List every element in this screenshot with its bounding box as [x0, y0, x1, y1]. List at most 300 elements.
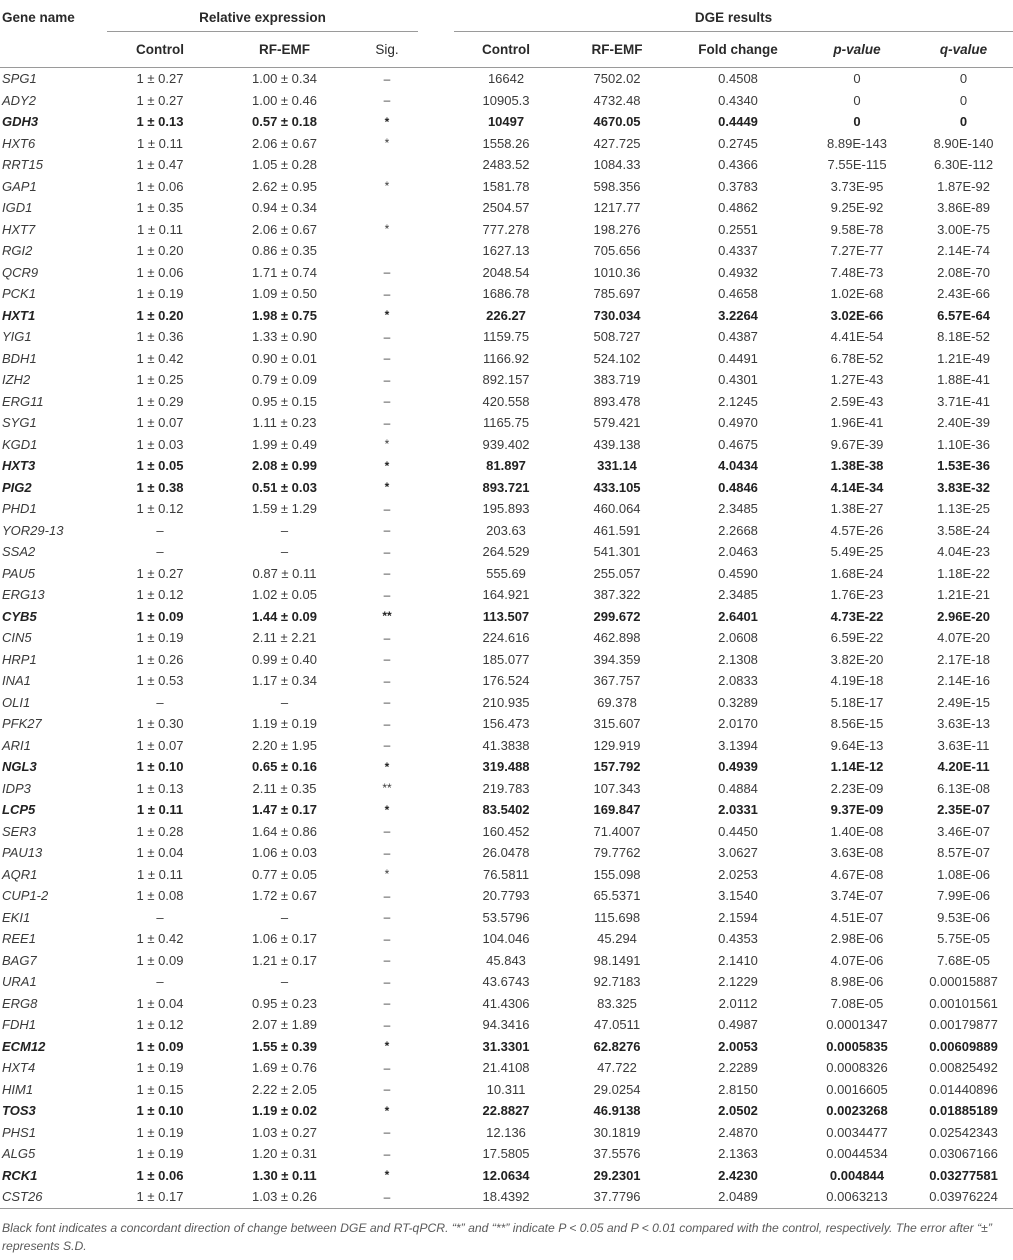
rel-rfemf-cell: 1.06 ± 0.17 — [252, 931, 317, 947]
gene-name-cell: PHS1 — [2, 1124, 36, 1140]
rel-control-cell: 1 ± 0.19 — [136, 1124, 184, 1140]
rel-control-cell: – — [156, 522, 164, 538]
rel-control-cell: 1 ± 0.47 — [136, 157, 184, 173]
p-value-cell: 9.67E-39 — [830, 436, 884, 452]
fold-change-cell: 4.0434 — [718, 458, 758, 474]
table-row — [0, 197, 1013, 219]
table-row — [0, 713, 1013, 735]
spacer — [418, 133, 454, 155]
q-value-cell: 0 — [959, 92, 968, 108]
spacer — [418, 1057, 454, 1079]
p-value-cell: 1.96E-41 — [830, 415, 884, 431]
rel-rfemf-cell: – — [280, 694, 289, 710]
dge-rfemf-cell: 47.722 — [597, 1060, 637, 1076]
spacer — [418, 283, 454, 305]
spacer — [418, 111, 454, 133]
fold-change-cell: 2.0833 — [718, 673, 758, 689]
fold-change-cell: 2.0053 — [718, 1038, 758, 1054]
sig-cell: – — [383, 953, 391, 968]
p-value-cell: 7.55E-115 — [827, 157, 887, 173]
spacer — [418, 1165, 454, 1187]
dge-rfemf-cell: 255.057 — [593, 565, 641, 581]
p-value-cell: 9.64E-13 — [830, 737, 884, 753]
p-value-cell: 6.59E-22 — [830, 630, 884, 646]
dge-rfemf-cell: 598.356 — [593, 178, 641, 194]
rel-control-cell: 1 ± 0.09 — [136, 608, 184, 624]
sig-cell: – — [383, 888, 391, 903]
dge-rfemf-cell: 705.656 — [593, 243, 641, 259]
p-value-cell: 0.0001347 — [826, 1017, 888, 1033]
fold-change-cell: 2.1594 — [718, 909, 758, 925]
table-row — [0, 778, 1013, 800]
fold-change-cell: 2.2668 — [718, 522, 758, 538]
fold-change-cell: 0.4932 — [718, 264, 758, 280]
rel-rfemf-cell: 1.20 ± 0.31 — [252, 1146, 317, 1162]
p-value-cell: 6.78E-52 — [830, 350, 884, 366]
spacer — [418, 692, 454, 714]
fold-change-cell: 0.4387 — [718, 329, 758, 345]
sig-cell: * — [384, 222, 390, 237]
dge-control-cell: 43.6743 — [482, 974, 530, 990]
rel-rfemf-cell: 0.95 ± 0.23 — [252, 995, 317, 1011]
p-value-cell: 7.08E-05 — [830, 995, 884, 1011]
dge-rfemf-cell: 579.421 — [593, 415, 641, 431]
gene-name-cell: HXT4 — [2, 1060, 36, 1076]
rel-control-cell: 1 ± 0.27 — [136, 565, 184, 581]
dge-control-cell: 16642 — [487, 71, 525, 87]
dge-rfemf-cell: 4670.05 — [593, 114, 641, 130]
q-value-cell: 6.57E-64 — [937, 307, 990, 323]
gene-name-cell: YOR29-13 — [2, 522, 64, 538]
rel-rfemf-cell: 1.33 ± 0.90 — [252, 329, 317, 345]
q-value-cell: 2.14E-74 — [937, 243, 990, 259]
table-row — [0, 1186, 1013, 1208]
rel-rfemf-cell: 1.21 ± 0.17 — [252, 952, 317, 968]
table-row — [0, 971, 1013, 993]
rel-rfemf-cell: 1.17 ± 0.34 — [252, 673, 317, 689]
q-value-cell: 2.14E-16 — [937, 673, 990, 689]
gene-name-cell: NGL3 — [2, 759, 37, 775]
q-value-cell: 1.21E-21 — [937, 587, 990, 603]
table-row — [0, 1122, 1013, 1144]
dge-control-cell: 83.5402 — [482, 802, 530, 818]
q-value-cell: 3.00E-75 — [937, 221, 990, 237]
group-dge-results: DGE results — [454, 4, 1013, 32]
sig-cell — [356, 197, 418, 219]
spacer — [418, 1014, 454, 1036]
rel-rfemf-cell: 1.64 ± 0.86 — [252, 823, 317, 839]
p-value-cell: 0 — [853, 114, 861, 130]
dge-rfemf-cell: 107.343 — [593, 780, 641, 796]
gene-name-cell: QCR9 — [2, 264, 39, 280]
fold-change-cell: 0.2745 — [718, 135, 758, 151]
dge-control-cell: 10905.3 — [482, 92, 530, 108]
rel-rfemf-cell: 2.06 ± 0.67 — [252, 221, 317, 237]
p-value-cell: 5.49E-25 — [830, 544, 884, 560]
rel-control-cell: 1 ± 0.26 — [136, 651, 184, 667]
fold-change-cell: 0.4450 — [718, 823, 758, 839]
table-row — [0, 283, 1013, 305]
q-value-cell: 0 — [959, 114, 968, 130]
rel-control-cell: 1 ± 0.04 — [136, 845, 184, 861]
fold-change-cell: 2.0463 — [718, 544, 758, 560]
rel-rfemf-cell: 0.65 ± 0.16 — [252, 759, 317, 775]
dge-rfemf-cell: 4732.48 — [593, 92, 641, 108]
spacer — [418, 670, 454, 692]
dge-control-cell: 1166.92 — [483, 350, 530, 366]
q-value-cell: 0.01885189 — [929, 1103, 998, 1119]
dge-rfemf-cell: 439.138 — [593, 436, 641, 452]
dge-control-cell: 219.783 — [482, 780, 530, 796]
sig-cell: – — [383, 265, 391, 280]
spacer — [418, 993, 454, 1015]
rel-rfemf-cell: – — [280, 522, 289, 538]
sig-cell: * — [384, 1103, 390, 1118]
sig-cell: * — [384, 179, 390, 194]
header-row-1 — [0, 4, 1013, 32]
table-row — [0, 584, 1013, 606]
p-value-cell: 4.41E-54 — [830, 329, 884, 345]
rel-control-cell: 1 ± 0.05 — [136, 458, 184, 474]
sig-cell: * — [384, 114, 390, 129]
gene-name-cell: CST26 — [0, 1186, 107, 1208]
sig-cell: – — [383, 372, 391, 387]
spacer — [418, 756, 454, 778]
gene-name-cell: PIG2 — [2, 479, 32, 495]
dge-rfemf-cell: 45.294 — [597, 931, 637, 947]
dge-rfemf-cell: 62.8276 — [593, 1038, 641, 1054]
rel-control-cell: 1 ± 0.19 — [136, 286, 184, 302]
fold-change-cell: 0.4353 — [718, 931, 758, 947]
dge-control-cell: 12.136 — [486, 1124, 526, 1140]
fold-change-cell: 2.8150 — [718, 1081, 758, 1097]
p-value-cell: 3.82E-20 — [830, 651, 884, 667]
fold-change-cell: 0.4970 — [718, 415, 758, 431]
sig-cell: * — [384, 308, 390, 323]
dge-rfemf-cell: 427.725 — [593, 135, 641, 151]
q-value-cell: 0.00609889 — [929, 1038, 998, 1054]
dge-control-cell: 176.524 — [482, 673, 530, 689]
rel-rfemf-cell: 1.02 ± 0.05 — [252, 587, 317, 603]
sig-cell: – — [383, 286, 391, 301]
dge-control-cell: 2048.54 — [482, 264, 530, 280]
gene-name-cell: PFK27 — [2, 716, 42, 732]
q-value-cell: 0 — [959, 71, 968, 87]
rel-control-cell: 1 ± 0.06 — [136, 264, 184, 280]
q-value-cell: 0.03277581 — [929, 1167, 998, 1183]
table-row — [0, 240, 1013, 262]
dge-rfemf-cell: 1217.77 — [593, 200, 641, 216]
table-row — [0, 455, 1013, 477]
p-value-cell: 4.51E-07 — [830, 909, 884, 925]
spacer — [418, 971, 454, 993]
gene-name-cell: ERG11 — [2, 393, 44, 409]
gene-name-cell: HXT7 — [2, 221, 36, 237]
dge-control-cell: 18.4392 — [454, 1186, 558, 1208]
gene-name-cell: REE1 — [2, 931, 36, 947]
fold-change-cell: 0.4987 — [718, 1017, 758, 1033]
spacer — [418, 477, 454, 499]
table-row — [0, 1079, 1013, 1101]
rel-rfemf-cell: 2.22 ± 2.05 — [252, 1081, 317, 1097]
rel-control-cell: 1 ± 0.09 — [136, 952, 184, 968]
dge-rfemf-cell: 129.919 — [593, 737, 641, 753]
rel-control-cell: 1 ± 0.53 — [136, 673, 184, 689]
rel-control-cell: 1 ± 0.17 — [107, 1186, 213, 1208]
spacer — [418, 4, 454, 32]
sig-cell: – — [383, 630, 391, 645]
dge-rfemf-cell: 98.1491 — [593, 952, 641, 968]
rel-rfemf-cell: 1.05 ± 0.28 — [252, 157, 317, 173]
p-value-cell: 0.0005835 — [826, 1038, 888, 1054]
gene-name-cell: HXT6 — [2, 135, 36, 151]
dge-rfemf-cell: 30.1819 — [593, 1124, 641, 1140]
dge-rfemf-cell: 893.478 — [593, 393, 641, 409]
table-row — [0, 756, 1013, 778]
sig-cell: – — [383, 1060, 391, 1075]
spacer — [418, 563, 454, 585]
dge-rfemf-cell: 198.276 — [593, 221, 641, 237]
col-gene-name: Gene name — [2, 10, 75, 26]
rel-control-cell: 1 ± 0.07 — [136, 737, 184, 753]
rel-rfemf-cell: 0.51 ± 0.03 — [252, 479, 317, 495]
p-value-cell: 3.63E-08 — [830, 845, 884, 861]
q-value-cell: 1.88E-41 — [937, 372, 990, 388]
gene-name-cell: PCK1 — [2, 286, 36, 302]
sig-cell: – — [383, 716, 391, 731]
sig-cell: – — [356, 1186, 418, 1208]
table-row — [0, 498, 1013, 520]
gene-name-cell: SSA2 — [2, 544, 36, 560]
rel-rfemf-cell: 1.00 ± 0.34 — [252, 71, 317, 87]
rel-control-cell: – — [156, 974, 164, 990]
p-value-cell: 1.14E-12 — [830, 759, 884, 775]
gene-name-cell: LCP5 — [2, 802, 36, 818]
rel-control-cell: – — [156, 909, 164, 925]
rel-rfemf-cell: 1.98 ± 0.75 — [252, 307, 317, 323]
spacer — [418, 326, 454, 348]
p-value-cell: 2.98E-06 — [830, 931, 884, 947]
rel-control-cell: 1 ± 0.25 — [136, 372, 184, 388]
rel-control-cell: 1 ± 0.38 — [136, 479, 184, 495]
spacer — [418, 219, 454, 241]
spacer — [418, 885, 454, 907]
rel-rfemf-cell: 1.71 ± 0.74 — [252, 264, 317, 280]
q-value-cell: 9.53E-06 — [937, 909, 990, 925]
rel-control-cell: 1 ± 0.13 — [136, 780, 184, 796]
fold-change-cell: 0.4301 — [718, 372, 758, 388]
spacer — [418, 240, 454, 262]
rel-rfemf-cell: 2.11 ± 0.35 — [252, 780, 317, 796]
table-row — [0, 692, 1013, 714]
fold-change-cell: 0.4491 — [718, 350, 758, 366]
sig-cell: * — [384, 458, 390, 473]
dge-control-cell: 2504.57 — [482, 200, 530, 216]
spacer — [418, 584, 454, 606]
dge-control-cell: 939.402 — [482, 436, 530, 452]
dge-control-cell: 20.7793 — [482, 888, 530, 904]
table-row — [0, 735, 1013, 757]
rel-control-cell: 1 ± 0.30 — [136, 716, 184, 732]
q-value-cell: 1.87E-92 — [937, 178, 990, 194]
rel-control-cell: 1 ± 0.42 — [136, 931, 184, 947]
dge-rfemf-cell: 29.2301 — [593, 1167, 641, 1183]
spacer — [418, 412, 454, 434]
dge-rfemf-cell: 46.9138 — [593, 1103, 641, 1119]
dge-control-cell: 10497 — [487, 114, 525, 130]
dge-control-cell: 185.077 — [482, 651, 530, 667]
q-value-cell: 4.20E-11 — [937, 759, 990, 775]
dge-rfemf-cell: 433.105 — [593, 479, 641, 495]
rel-control-cell: – — [156, 694, 164, 710]
q-value-cell: 0.01440896 — [929, 1081, 998, 1097]
dge-rfemf-cell: 462.898 — [593, 630, 641, 646]
dge-control-cell: 160.452 — [482, 823, 530, 839]
p-value-cell: 3.02E-66 — [830, 307, 884, 323]
fold-change-cell: 2.3485 — [718, 501, 758, 517]
table-row — [0, 907, 1013, 929]
dge-control-cell: 226.27 — [486, 307, 526, 323]
dge-rfemf-cell: 1084.33 — [593, 157, 641, 173]
gene-name-cell: CYB5 — [2, 608, 37, 624]
dge-rfemf-cell: 29.0254 — [593, 1081, 641, 1097]
rel-rfemf-cell: 1.00 ± 0.46 — [252, 92, 317, 108]
p-value-cell: 7.27E-77 — [830, 243, 884, 259]
p-value-cell: 4.19E-18 — [830, 673, 884, 689]
col-rel-rfemf: RF-EMF — [213, 32, 356, 68]
gene-name-cell: SYG1 — [2, 415, 37, 431]
fold-change-cell: 0.2551 — [718, 221, 758, 237]
spacer — [418, 197, 454, 219]
p-value-cell: 1.02E-68 — [830, 286, 884, 302]
p-value-cell: 0.004844 — [829, 1167, 885, 1183]
fold-change-cell: 2.4230 — [718, 1167, 758, 1183]
fold-change-cell: 2.6401 — [718, 608, 758, 624]
dge-rfemf-cell: 37.5576 — [593, 1146, 641, 1162]
table-row — [0, 1057, 1013, 1079]
rel-rfemf-cell: 1.09 ± 0.50 — [252, 286, 317, 302]
sig-cell: – — [383, 824, 391, 839]
rel-rfemf-cell: 0.57 ± 0.18 — [252, 114, 317, 130]
header-row-2 — [0, 32, 1013, 68]
spacer — [418, 821, 454, 843]
dge-control-cell: 420.558 — [482, 393, 530, 409]
gene-name-cell: KGD1 — [2, 436, 38, 452]
fold-change-cell: 2.0608 — [718, 630, 758, 646]
sig-cell: – — [383, 93, 391, 108]
dge-control-cell: 94.3416 — [482, 1017, 530, 1033]
rel-rfemf-cell: 1.69 ± 0.76 — [252, 1060, 317, 1076]
dge-control-cell: 1627.13 — [482, 243, 530, 259]
q-value-cell: 1.18E-22 — [937, 565, 990, 581]
sig-cell: – — [383, 931, 391, 946]
table-row — [0, 520, 1013, 542]
sig-cell: – — [383, 652, 391, 667]
table-row — [0, 1036, 1013, 1058]
table-row — [0, 90, 1013, 112]
dge-control-cell: 41.3838 — [482, 737, 530, 753]
sig-cell: – — [383, 501, 391, 516]
table-row — [0, 864, 1013, 886]
rel-control-cell: 1 ± 0.27 — [136, 92, 184, 108]
dge-control-cell: 81.897 — [486, 458, 526, 474]
table-row — [0, 176, 1013, 198]
rel-control-cell: 1 ± 0.19 — [136, 1146, 184, 1162]
group-relative-expression: Relative expression — [107, 4, 418, 32]
dge-control-cell: 26.0478 — [482, 845, 530, 861]
dge-rfemf-cell: 461.591 — [593, 522, 641, 538]
p-value-cell: 3.73E-95 — [830, 178, 884, 194]
gene-name-cell: YIG1 — [2, 329, 32, 345]
sig-cell: – — [383, 738, 391, 753]
rel-rfemf-cell: 1.19 ± 0.19 — [252, 716, 317, 732]
rel-rfemf-cell: 0.77 ± 0.05 — [252, 866, 317, 882]
spacer — [418, 950, 454, 972]
dge-control-cell: 224.616 — [482, 630, 530, 646]
fold-change-cell: 0.4590 — [718, 565, 758, 581]
dge-control-cell: 45.843 — [486, 952, 526, 968]
rel-control-cell: 1 ± 0.04 — [136, 995, 184, 1011]
fold-change-cell: 0.4449 — [718, 114, 758, 130]
spacer — [418, 606, 454, 628]
dge-control-cell: 22.8827 — [482, 1103, 530, 1119]
table-row — [0, 799, 1013, 821]
gene-name-cell: ERG8 — [2, 995, 38, 1011]
fold-change-cell: 2.1308 — [718, 651, 758, 667]
gene-name-cell: ERG13 — [2, 587, 45, 603]
p-value-cell: 8.98E-06 — [830, 974, 884, 990]
table-row — [0, 670, 1013, 692]
dge-control-cell: 1558.26 — [482, 135, 530, 151]
rel-control-cell: 1 ± 0.06 — [136, 178, 184, 194]
gene-expression-table — [0, 4, 1013, 1209]
q-value-cell: 3.46E-07 — [937, 823, 990, 839]
rel-control-cell: 1 ± 0.29 — [136, 393, 184, 409]
fold-change-cell: 2.1363 — [718, 1146, 758, 1162]
p-value-cell: 9.58E-78 — [830, 221, 884, 237]
fold-change-cell: 0.4675 — [718, 436, 758, 452]
rel-control-cell: – — [156, 544, 164, 560]
table-row — [0, 369, 1013, 391]
p-value-cell: 4.57E-26 — [830, 522, 884, 538]
dge-rfemf-cell: 37.7796 — [558, 1186, 676, 1208]
p-value-cell: 9.37E-09 — [830, 802, 884, 818]
fold-change-cell: 0.4939 — [718, 759, 758, 775]
sig-cell: – — [383, 415, 391, 430]
fold-change-cell: 0.4508 — [718, 71, 758, 87]
gene-name-cell: GAP1 — [2, 178, 37, 194]
table-row — [0, 434, 1013, 456]
rel-rfemf-cell: 1.44 ± 0.09 — [252, 608, 317, 624]
fold-change-cell: 0.4846 — [718, 479, 758, 495]
rel-control-cell: 1 ± 0.20 — [136, 307, 184, 323]
sig-cell: – — [383, 910, 391, 925]
gene-name-cell: ADY2 — [2, 92, 36, 108]
dge-rfemf-cell: 541.301 — [593, 544, 641, 560]
gene-name-cell: RGI2 — [2, 243, 33, 259]
spacer — [418, 520, 454, 542]
q-value-cell: 4.04E-23 — [937, 544, 990, 560]
q-value-cell: 2.08E-70 — [937, 264, 990, 280]
fold-change-cell: 2.1229 — [718, 974, 758, 990]
gene-name-cell: SER3 — [2, 823, 36, 839]
spacer — [418, 305, 454, 327]
table-row — [0, 649, 1013, 671]
q-value-cell: 2.43E-66 — [937, 286, 990, 302]
dge-control-cell: 1159.75 — [483, 329, 530, 345]
sig-cell: – — [383, 1017, 391, 1032]
spacer — [418, 1100, 454, 1122]
